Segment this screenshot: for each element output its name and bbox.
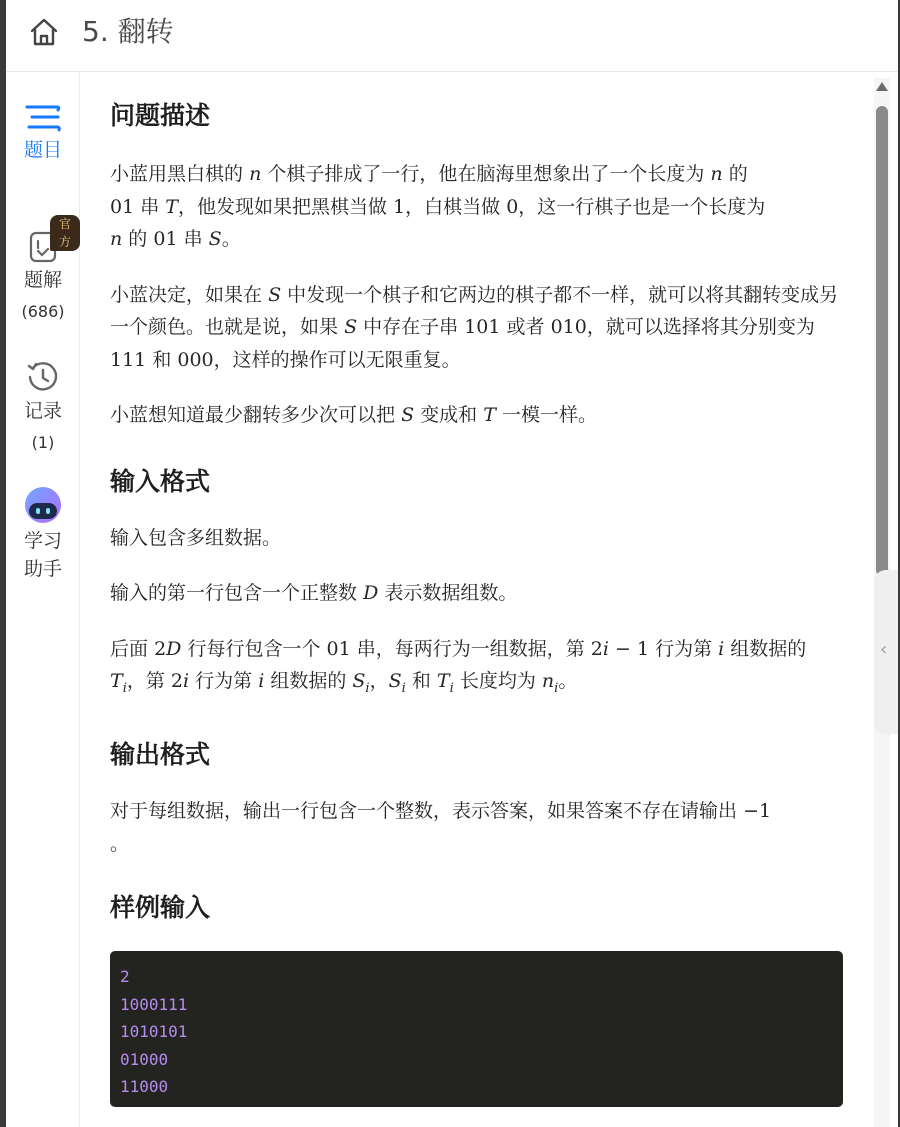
top-bar — [6, 0, 898, 72]
records-count: (1) — [31, 433, 55, 452]
code-line: 11000 — [120, 1077, 169, 1096]
section-title-output-format: 输出格式 — [110, 740, 211, 770]
sidebar-item-assistant[interactable] — [6, 486, 80, 582]
code-line: 1010101 — [120, 1022, 188, 1041]
robot-assistant-icon — [24, 486, 62, 524]
code-line: 2 — [120, 967, 130, 986]
chevron-left-icon: ‹ — [880, 639, 888, 660]
sidebar-label-assistant-2: 助手 — [23, 558, 62, 580]
section-title-description: 问题描述 — [110, 101, 211, 130]
panel-collapse-handle[interactable] — [874, 570, 898, 734]
history-icon — [26, 360, 60, 394]
scroll-up-arrow-icon[interactable] — [876, 82, 888, 91]
input-paragraph-2: 输入的第一行包含一个正整数 D 表示数据组数。 — [110, 582, 518, 604]
official-badge: 官方 — [50, 215, 80, 251]
sidebar — [6, 73, 80, 1127]
solutions-count: (686) — [21, 302, 65, 321]
input-paragraph-3: 后面 2D 行每行包含一个 01 串，每两行为一组数据，第 2i − 1 行为第 i 组数据的 $T_i$，第 2i 行为第 i 组数据的 $S_i$，$S_i$ 和 $T_i$ 长度均为 $n_i$。 — [110, 637, 807, 696]
scrollbar-thumb[interactable] — [876, 106, 888, 576]
description-paragraph-2: 小蓝决定，如果在 S 中发现一个棋子和它两边的棋子都不一样，就可以将其翻转变成另一个颜色。也就是说，如果 S 中存在子串 101 或者 010，就可以选择将其分别变为 111 和 000，这样的操作可以无限重复。 — [110, 283, 839, 371]
problem-content — [110, 96, 846, 928]
sidebar-label-assistant-1: 学习 — [23, 530, 62, 552]
sidebar-item-problem[interactable] — [6, 103, 80, 163]
sample-input-code-block[interactable] — [110, 951, 843, 1107]
section-title-input-format: 输入格式 — [110, 466, 211, 496]
input-paragraph-1: 输入包含多组数据。 — [110, 526, 282, 549]
page-title: 5. 翻转 — [82, 15, 174, 48]
home-icon[interactable] — [28, 16, 60, 48]
sidebar-label-records: 记录 — [23, 400, 62, 422]
sidebar-label-solutions: 题解 — [23, 269, 62, 291]
description-paragraph-3: 小蓝想知道最少翻转多少次可以把 S 变成和 T 一模一样。 — [110, 404, 597, 426]
code-line: 1000111 — [120, 994, 188, 1014]
sidebar-item-solutions[interactable] — [6, 217, 80, 323]
code-line: 01000 — [120, 1049, 169, 1069]
section-title-sample-input: 样例输入 — [110, 893, 211, 923]
sidebar-label-problem: 题目 — [23, 139, 62, 161]
output-paragraph-1: 对于每组数据，输出一行包含一个整数，表示答案，如果答案不存在请输出 −1 。 — [110, 800, 772, 855]
sidebar-item-records[interactable] — [6, 360, 80, 454]
description-paragraph-1: 小蓝用黑白棋的 n 个棋子排成了一行，他在脑海里想象出了一个长度为 n 的 01 串 T，他发现如果把黑棋当做 1，白棋当做 0，这一行棋子也是一个长度为 n 的 01 串 S。 — [110, 163, 766, 250]
list-icon — [24, 103, 62, 133]
